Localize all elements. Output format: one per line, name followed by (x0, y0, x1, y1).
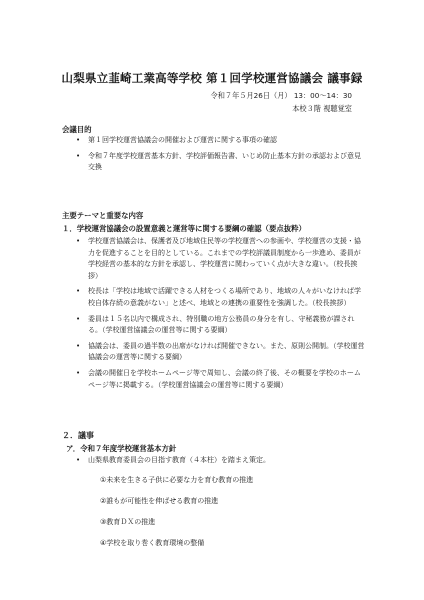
list-item: • 委員は１５名以内で構成され、特別職の地方公務員の身分を有し、守秘義務が課される。（学校運営協議会の運営等に関する要綱） (76, 314, 366, 337)
list-item: • 山梨県教育委員会の目指す教育（４本柱）を踏まえ策定。 (76, 455, 366, 467)
list-item: • 令和７年度学校運営基本方針、学校評価報告書、いじめ防止基本方針の承認および意見交換 (76, 151, 366, 174)
pillar-item: ②誰もが可能性を伸ばせる教育の推進 (100, 497, 219, 505)
pillar-item: ④学校を取り巻く教育環境の整備 (100, 539, 205, 547)
list-item: • 協議会は、委員の過半数の出席がなければ開催できない。また、原則公開制。（学校運営協議会の運営等に関する要綱） (76, 341, 366, 364)
list-item: • 校長は「学校は地域で活躍できる人材をつくる場所であり、地域の人々がいなければ学校自体存続の意義がない」と述べ、地域との連携の重要性を強調した。（校長挨拶） (76, 286, 366, 309)
meeting-date: 令和７年５月26日（月） 13：00～14：30 (210, 91, 352, 100)
purpose-heading: 会議目的 (62, 125, 92, 134)
agenda-lead-list (76, 455, 366, 471)
themes-list (76, 236, 366, 395)
themes-heading: 主要テーマと重要な内容 (62, 211, 144, 220)
meeting-place: 本校３階 視聴覚室 (292, 104, 352, 113)
list-item: • 第１回学校運営協議会の開催および運営に関する事項の確認 (76, 135, 366, 147)
themes-subheading: １．学校運営協議会の設置意義と運営等に関する要綱の確認（要点抜粋） (62, 224, 306, 233)
list-item: • 学校運営協議会は、保護者及び地域住民等の学校運営への参画や、学校運営の支援・協力を促進することを目的としている。これまでの学校評議員制度から一歩進め、委員が学校経営の基本的な方針を承認し、学校運営に関わっていく点が大きな違い。（校長挨拶） (76, 236, 366, 282)
pillar-item: ①未来を生きる子供に必要な力を育む教育の推進 (100, 476, 254, 484)
agenda-subheading: ア．令和７年度学校運営基本方針 (66, 444, 177, 453)
purpose-list (76, 135, 366, 178)
pillar-list (100, 475, 253, 559)
agenda-heading: ２．議事 (62, 431, 94, 440)
pillar-item: ③教育ＤＸの推進 (100, 518, 156, 526)
list-item: • 会議の開催日を学校ホームページ等で周知し、会議の終了後、その概要を学校のホームページ等に掲載する。（学校運営協議会の運営等に関する要綱） (76, 368, 366, 391)
document-title: 山梨県立韮崎工業高等学校 第１回学校運営協議会 議事録 (61, 71, 363, 85)
